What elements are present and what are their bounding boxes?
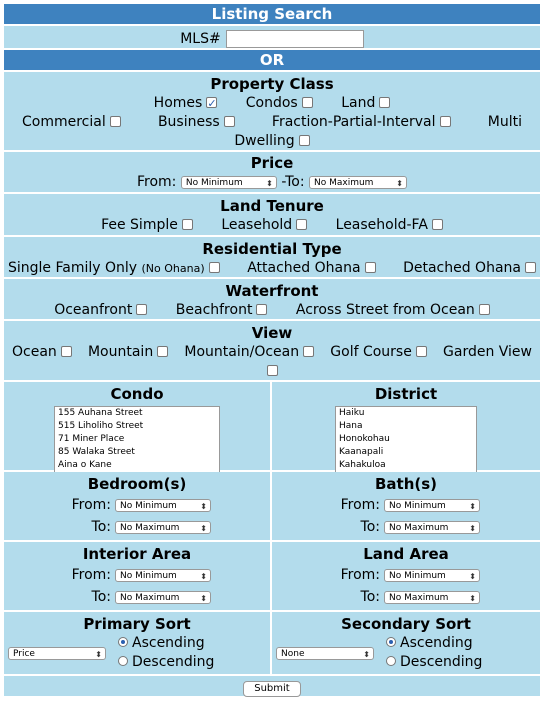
homes-checkbox[interactable] (206, 97, 217, 108)
list-item[interactable]: Kahakuloa (339, 460, 386, 470)
price-from-select[interactable]: No Minimum ⬍ (181, 176, 277, 189)
option-garden-view[interactable]: Garden View (443, 344, 532, 360)
condo-district-row (4, 382, 540, 472)
price-to-label: -To: (281, 174, 305, 190)
or-divider: OR (4, 50, 540, 72)
list-item[interactable]: Hana (339, 421, 363, 431)
list-item[interactable]: Aina o Kane (58, 460, 112, 470)
list-item[interactable]: 85 Walaka Street (58, 447, 135, 457)
area-row (4, 542, 540, 612)
option-condos[interactable]: Condos (246, 95, 313, 111)
across-street-checkbox[interactable] (479, 304, 490, 315)
mountain-checkbox[interactable] (157, 346, 168, 357)
mountain-ocean-checkbox[interactable] (303, 346, 314, 357)
bedrooms-to-label: To: (91, 519, 111, 535)
multi-dwelling-checkbox[interactable] (299, 135, 310, 146)
district-section (272, 382, 540, 472)
secondary-descending-radio[interactable] (386, 656, 396, 666)
form-title: Listing Search (4, 4, 540, 26)
mls-input[interactable] (226, 30, 364, 48)
bed-bath-row (4, 472, 540, 542)
primary-descending-option[interactable]: Descending (118, 653, 214, 672)
submit-section (4, 676, 540, 698)
oceanfront-checkbox[interactable] (136, 304, 147, 315)
condos-checkbox[interactable] (302, 97, 313, 108)
secondary-sort-select[interactable]: None ⬍ (276, 647, 374, 660)
bedrooms-to-select[interactable]: No Maximum ⬍ (115, 521, 211, 534)
interior-area-section (4, 542, 272, 612)
option-ocean[interactable]: Ocean (12, 343, 72, 362)
leasehold-fa-checkbox[interactable] (432, 219, 443, 230)
option-leasehold[interactable]: Leasehold (221, 217, 307, 233)
interior-to-select[interactable]: No Maximum ⬍ (115, 591, 211, 604)
primary-ascending-option[interactable]: Ascending (118, 634, 214, 653)
fee-simple-checkbox[interactable] (182, 219, 193, 230)
mls-section (4, 26, 540, 50)
district-title: District (374, 385, 438, 403)
residential-type-section (4, 237, 540, 279)
property-class-title: Property Class (210, 75, 334, 93)
leasehold-checkbox[interactable] (296, 219, 307, 230)
golf-course-checkbox[interactable] (416, 346, 427, 357)
attached-ohana-checkbox[interactable] (365, 262, 376, 273)
option-detached-ohana[interactable]: Detached Ohana (403, 259, 536, 278)
land-checkbox[interactable] (379, 97, 390, 108)
option-beachfront[interactable]: Beachfront (176, 302, 268, 318)
interior-from-select[interactable]: No Minimum ⬍ (115, 569, 211, 582)
secondary-sort-section (272, 612, 540, 676)
property-class-section (4, 72, 540, 152)
district-listbox[interactable] (335, 406, 477, 474)
mls-label: MLS# (180, 31, 221, 47)
single-family-checkbox[interactable] (209, 262, 220, 273)
secondary-descending-option[interactable]: Descending (386, 653, 482, 672)
listing-search-form (4, 4, 540, 698)
baths-section (272, 472, 540, 542)
list-item[interactable]: Honokohau (339, 434, 390, 444)
sort-row (4, 612, 540, 676)
land-tenure-title: Land Tenure (220, 197, 324, 215)
commercial-checkbox[interactable] (110, 116, 121, 127)
primary-ascending-radio[interactable] (118, 637, 128, 647)
secondary-ascending-option[interactable]: Ascending (386, 634, 482, 653)
baths-to-label: To: (360, 519, 380, 535)
ocean-checkbox[interactable] (61, 346, 72, 357)
land-to-label: To: (360, 589, 380, 605)
option-commercial[interactable]: Commercial (22, 113, 121, 132)
list-item[interactable]: Haiku (339, 408, 365, 418)
view-section (4, 321, 540, 382)
residential-type-title: Residential Type (202, 240, 342, 258)
business-checkbox[interactable] (224, 116, 235, 127)
garden-view-checkbox[interactable] (267, 365, 278, 376)
list-item[interactable]: 155 Auhana Street (58, 408, 143, 418)
price-from-label: From: (137, 174, 177, 190)
fraction-checkbox[interactable] (440, 116, 451, 127)
list-item[interactable]: Kaanapali (339, 447, 384, 457)
condo-listbox[interactable] (54, 406, 220, 474)
bedrooms-from-label: From: (71, 497, 111, 513)
land-area-title: Land Area (363, 545, 449, 563)
option-single-family[interactable]: Single Family Only (No Ohana) (8, 259, 220, 278)
option-oceanfront[interactable]: Oceanfront (54, 302, 147, 318)
baths-from-label: From: (340, 497, 380, 513)
option-attached-ohana[interactable]: Attached Ohana (247, 259, 375, 278)
bedrooms-section (4, 472, 272, 542)
option-land[interactable]: Land (341, 95, 390, 111)
bedrooms-from-select[interactable]: No Minimum ⬍ (115, 499, 211, 512)
bedrooms-title: Bedroom(s) (87, 475, 187, 493)
land-to-select[interactable]: No Maximum ⬍ (384, 591, 480, 604)
option-fraction[interactable]: Fraction-Partial-Interval (272, 113, 451, 132)
detached-ohana-checkbox[interactable] (525, 262, 536, 273)
option-mountain-ocean[interactable]: Mountain/Ocean (184, 343, 314, 362)
baths-title: Bath(s) (374, 475, 438, 493)
interior-from-label: From: (71, 567, 111, 583)
option-leasehold-fa[interactable]: Leasehold-FA (336, 217, 443, 233)
land-from-label: From: (340, 567, 380, 583)
baths-from-select[interactable]: No Minimum ⬍ (384, 499, 480, 512)
beachfront-checkbox[interactable] (256, 304, 267, 315)
option-business[interactable]: Business (158, 113, 235, 132)
view-title: View (251, 324, 293, 342)
secondary-sort-title: Secondary Sort (341, 615, 471, 633)
primary-sort-section (4, 612, 272, 676)
option-fee-simple[interactable]: Fee Simple (101, 217, 193, 233)
waterfront-section (4, 279, 540, 321)
land-from-select[interactable]: No Minimum ⬍ (384, 569, 480, 582)
option-multi[interactable]: Multi (487, 114, 522, 130)
secondary-ascending-radio[interactable] (386, 637, 396, 647)
option-across-street[interactable]: Across Street from Ocean (296, 302, 490, 318)
option-mountain[interactable]: Mountain (88, 343, 168, 362)
primary-sort-title: Primary Sort (83, 615, 191, 633)
price-section (4, 152, 540, 194)
option-dwelling[interactable]: Dwelling (4, 132, 540, 151)
list-item[interactable]: 71 Miner Place (58, 434, 125, 444)
option-golf-course[interactable]: Golf Course (330, 343, 427, 362)
baths-to-select[interactable]: No Maximum ⬍ (384, 521, 480, 534)
price-title: Price (250, 154, 294, 172)
list-item[interactable]: 515 Liholiho Street (58, 421, 144, 431)
primary-sort-select[interactable]: Price ⬍ (8, 647, 106, 660)
condo-section (4, 382, 272, 472)
interior-area-title: Interior Area (82, 545, 192, 563)
land-tenure-section (4, 194, 540, 237)
price-to-select[interactable]: No Maximum ⬍ (309, 176, 407, 189)
condo-title: Condo (110, 385, 164, 403)
interior-to-label: To: (91, 589, 111, 605)
waterfront-title: Waterfront (225, 282, 319, 300)
land-area-section (272, 542, 540, 612)
submit-button[interactable]: Submit (243, 681, 300, 697)
option-homes[interactable]: Homes✓ (154, 95, 218, 111)
primary-descending-radio[interactable] (118, 656, 128, 666)
